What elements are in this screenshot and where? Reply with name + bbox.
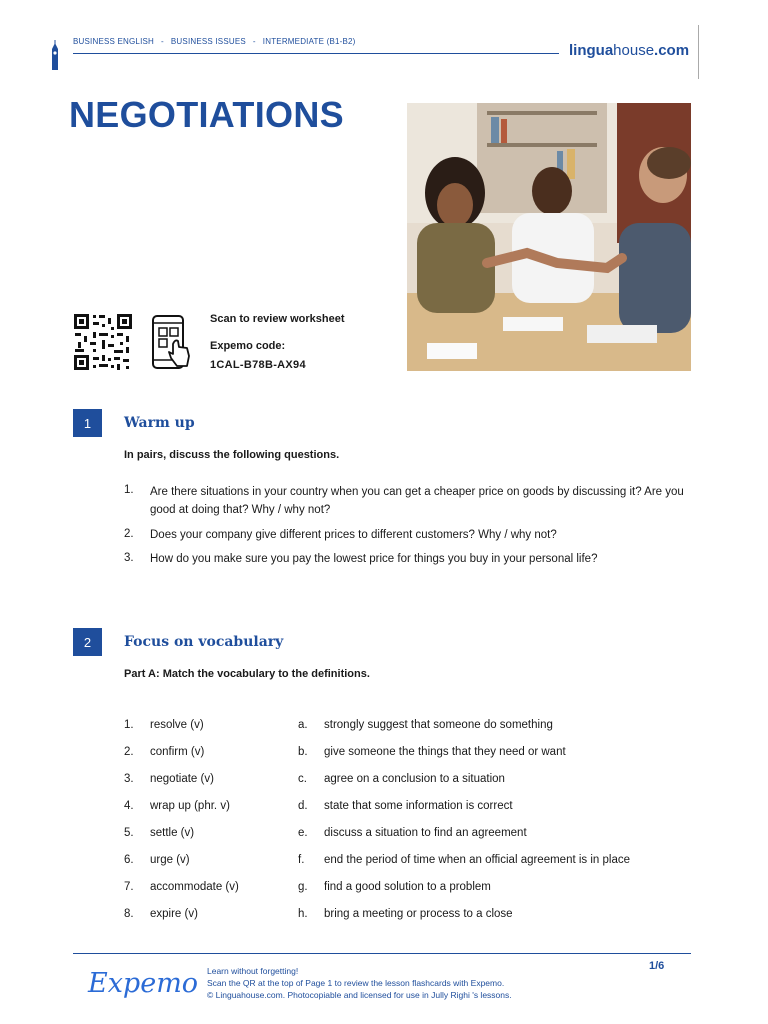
vocab-word: resolve (v): [150, 719, 204, 731]
definition-letter: a.: [298, 719, 308, 731]
definition-text: state that some information is correct: [324, 800, 513, 812]
footer-copyright: © Linguahouse.com. Photocopiable and licensed for use in Jully Righi 's lessons.: [207, 990, 512, 1000]
vocab-number: 5.: [124, 827, 134, 839]
breadcrumb-course[interactable]: BUSINESS ENGLISH: [73, 37, 155, 46]
definition-letter: h.: [298, 908, 308, 920]
question-number: 2.: [124, 528, 134, 540]
definition-text: discuss a situation to find an agreement: [324, 827, 527, 839]
vocab-number: 1.: [124, 719, 134, 731]
definition-text: strongly suggest that someone do something: [324, 719, 553, 731]
big-ben-icon: [50, 40, 60, 70]
vocab-word: wrap up (phr. v): [150, 800, 230, 812]
definition-letter: b.: [298, 746, 308, 758]
section-number-badge: 2: [73, 628, 102, 656]
definition-letter: g.: [298, 881, 308, 893]
section-title-vocabulary: Focus on vocabulary: [124, 634, 284, 650]
vocab-word: settle (v): [150, 827, 195, 839]
vocab-number: 6.: [124, 854, 134, 866]
breadcrumb-topic[interactable]: BUSINESS ISSUES: [170, 37, 246, 46]
page-number: 1/6: [649, 960, 665, 972]
vocab-number: 4.: [124, 800, 134, 812]
vocab-word: expire (v): [150, 908, 198, 920]
definition-letter: f.: [298, 854, 305, 866]
footer-tagline: Learn without forgetting!: [207, 966, 299, 976]
definition-text: give someone the things that they need or want: [324, 746, 566, 758]
definition-letter: d.: [298, 800, 308, 812]
header-vertical-divider: [698, 25, 699, 79]
question-text: Does your company give different prices to different customers? Why / why not?: [150, 529, 557, 541]
definition-letter: e.: [298, 827, 308, 839]
page-title: NEGOTIATIONS: [69, 94, 344, 135]
vocab-number: 8.: [124, 908, 134, 920]
section-number-badge: 1: [73, 409, 102, 437]
phone-scan-icon: [151, 314, 191, 372]
question-number: 1.: [124, 484, 134, 496]
section-instruction: In pairs, discuss the following questions.: [124, 449, 340, 461]
vocab-number: 3.: [124, 773, 134, 785]
linguahouse-logo[interactable]: linguahouse.com: [569, 42, 690, 59]
vocab-word: confirm (v): [150, 746, 205, 758]
question-text: Are there situations in your country when you can get a cheaper price on goods by discussing it? Are you good at doing that? Why / why not?: [150, 486, 684, 516]
definition-text: bring a meeting or process to a close: [324, 908, 513, 920]
header-divider: [73, 53, 559, 54]
definition-text: find a good solution to a problem: [324, 881, 491, 893]
definition-text: end the period of time when an official agreement is in place: [324, 854, 631, 866]
footer-divider: [73, 953, 691, 954]
breadcrumb-level[interactable]: INTERMEDIATE (B1-B2): [262, 37, 356, 46]
expemo-code-value: 1CAL-B78B-AX94: [210, 359, 306, 371]
question-number: 3.: [124, 552, 134, 564]
breadcrumb: BUSINESS ENGLISH - BUSINESS ISSUES - INTERMEDIATE (B1-B2): [73, 37, 356, 46]
vocab-word: urge (v): [150, 854, 190, 866]
vocab-number: 2.: [124, 746, 134, 758]
question-text: How do you make sure you pay the lowest price for things you buy in your personal life?: [150, 553, 598, 565]
expemo-logo[interactable]: Expemo: [88, 968, 199, 999]
footer-scan-note: Scan the QR at the top of Page 1 to review the lesson flashcards with Expemo.: [207, 978, 505, 988]
section-title-warm-up: Warm up: [124, 415, 195, 431]
qr-code-icon[interactable]: [73, 313, 133, 371]
vocab-number: 7.: [124, 881, 134, 893]
scan-to-review-label: Scan to review worksheet: [210, 313, 345, 325]
vocab-word: accommodate (v): [150, 881, 239, 893]
definition-text: agree on a conclusion to a situation: [324, 773, 505, 785]
section-instruction: Part A: Match the vocabulary to the definitions.: [124, 668, 370, 680]
definition-letter: c.: [298, 773, 307, 785]
handshake-photo: [407, 103, 691, 371]
expemo-code-label: Expemo code:: [210, 340, 286, 352]
vocab-word: negotiate (v): [150, 773, 214, 785]
